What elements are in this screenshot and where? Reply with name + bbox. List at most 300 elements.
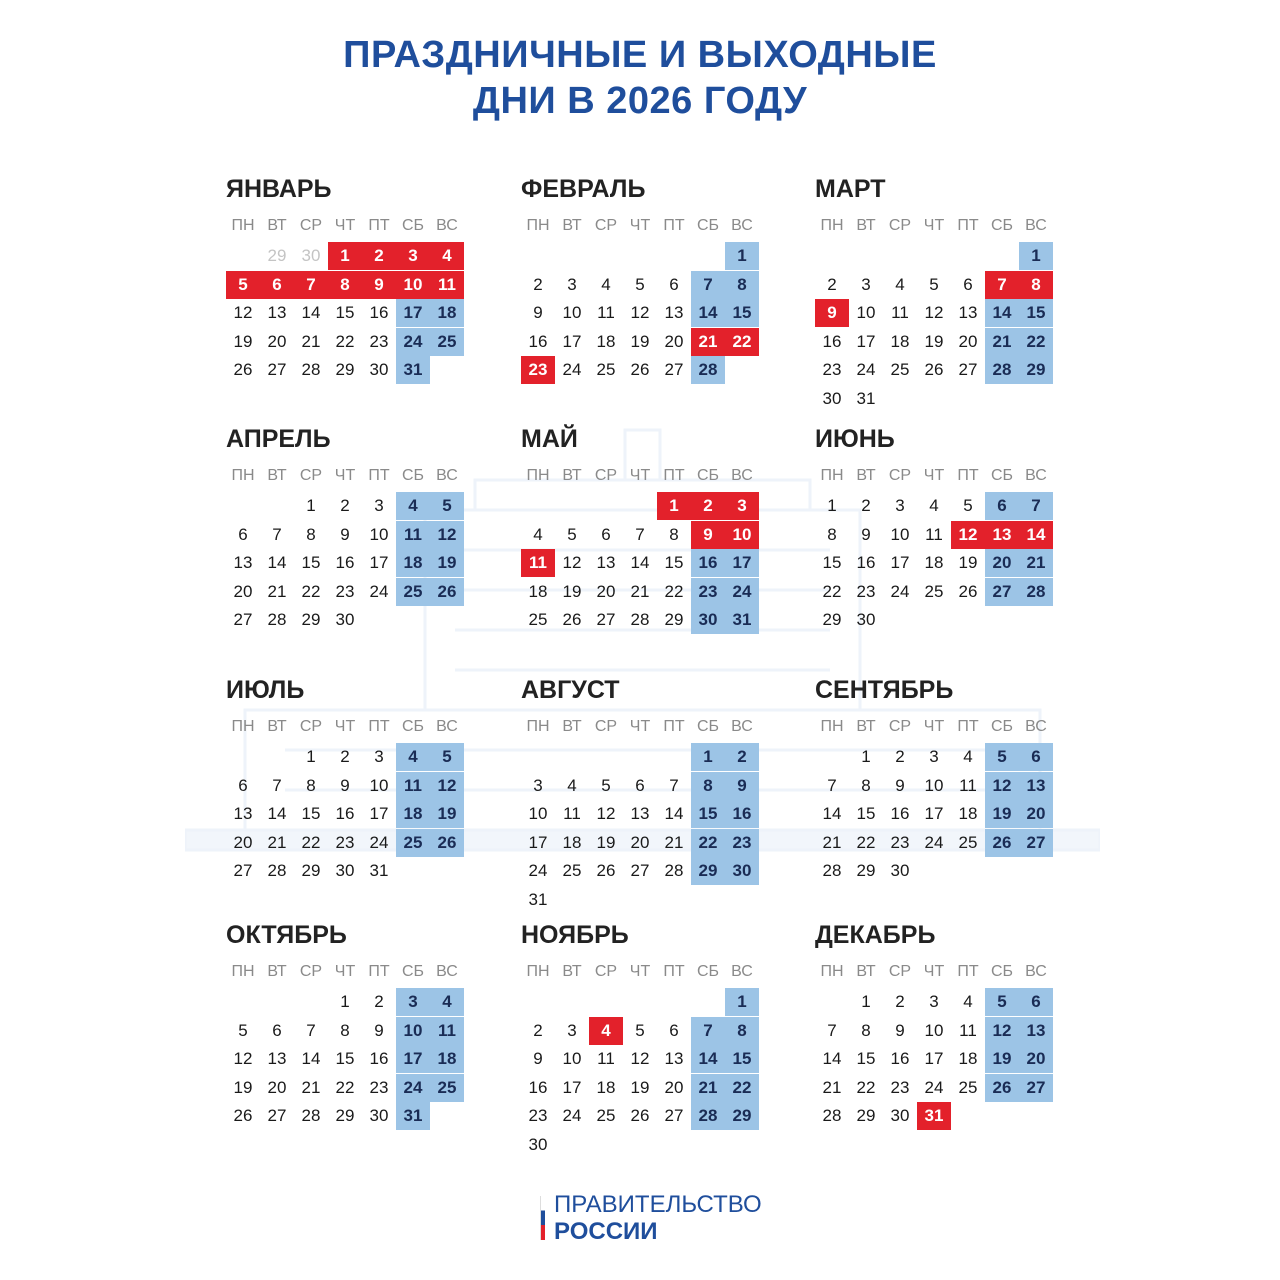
day-cell: 28 [267, 610, 287, 629]
prev-month-day: 29 [267, 246, 287, 265]
weekend-day-cell: 24 [396, 328, 430, 356]
day-cell: 12 [233, 1049, 253, 1068]
day-cell: 8 [306, 775, 316, 795]
day-cell: 2 [340, 747, 350, 766]
logo-line-2: РОССИИ [554, 1218, 658, 1245]
weekday-header: СБ [990, 963, 1014, 980]
weekend-day-cell: 1 [725, 242, 759, 270]
weekend-day-cell: 15 [1019, 299, 1053, 327]
day-cell: 14 [664, 804, 684, 823]
day-cell: 4 [533, 524, 543, 544]
weekday-header: СБ [696, 467, 720, 484]
weekend-day-cell: 31 [396, 1102, 430, 1130]
weekday-header: ВС [436, 467, 458, 484]
day-cell: 27 [267, 360, 287, 379]
weekend-day-cell: 14 [691, 299, 725, 327]
weekend-day-cell: 31 [725, 606, 759, 634]
day-cell: 24 [924, 1077, 944, 1097]
weekday-header: СР [888, 217, 912, 234]
day-cell: 15 [301, 553, 321, 572]
day-cell: 3 [533, 775, 543, 795]
day-cell: 9 [533, 303, 543, 322]
weekend-day-cell: 18 [430, 1045, 464, 1073]
weekend-day-cell: 12 [430, 521, 464, 549]
day-cell: 13 [958, 303, 978, 322]
day-cell: 1 [306, 747, 316, 766]
day-cell: 8 [861, 1020, 871, 1040]
weekend-day-cell: 28 [1019, 578, 1053, 606]
day-cell: 30 [528, 1134, 548, 1154]
weekend-day-cell: 13 [1019, 772, 1053, 800]
day-cell: 19 [233, 331, 253, 351]
weekend-day-cell: 5 [985, 988, 1019, 1016]
day-cell: 26 [958, 581, 978, 601]
weekday-header: ВС [436, 217, 458, 234]
day-cell: 24 [369, 832, 389, 852]
weekday-header: СР [299, 467, 323, 484]
weekend-day-cell: 8 [725, 1017, 759, 1045]
weekday-header: ПТ [368, 217, 390, 234]
weekday-header: ВС [1025, 963, 1047, 980]
weekday-header: ПТ [368, 963, 390, 980]
holiday-day-cell: 9 [815, 299, 849, 327]
day-cell: 8 [306, 524, 316, 544]
day-cell: 28 [301, 1106, 321, 1125]
weekend-day-cell: 8 [725, 271, 759, 299]
weekend-day-cell: 19 [985, 1045, 1019, 1073]
weekend-day-cell: 2 [725, 743, 759, 771]
day-cell: 1 [827, 496, 837, 515]
holiday-day-cell: 22 [725, 328, 759, 356]
holiday-day-cell: 9 [362, 271, 396, 299]
day-cell: 20 [630, 832, 650, 852]
day-cell: 14 [301, 303, 321, 322]
holiday-day-cell: 10 [725, 521, 759, 549]
day-cell: 5 [929, 274, 939, 294]
day-cell: 26 [630, 1106, 650, 1125]
weekday-header: ПН [820, 963, 844, 980]
day-cell: 24 [562, 1106, 582, 1125]
day-cell: 23 [369, 331, 389, 351]
day-cell: 10 [562, 303, 582, 322]
weekday-header: ВТ [856, 718, 876, 735]
weekday-header: ВТ [562, 718, 582, 735]
day-cell: 22 [822, 581, 842, 601]
day-cell: 17 [562, 331, 582, 351]
day-cell: 11 [597, 1049, 615, 1068]
weekday-header: СБ [990, 718, 1014, 735]
day-cell: 3 [895, 496, 905, 515]
weekday-header: ПТ [368, 467, 390, 484]
day-cell: 26 [596, 861, 616, 880]
weekend-day-cell: 8 [691, 772, 725, 800]
weekend-day-cell: 26 [430, 578, 464, 606]
weekday-header: ЧТ [334, 217, 356, 234]
day-cell: 12 [630, 303, 650, 322]
day-cell: 17 [562, 1077, 582, 1097]
weekend-day-cell: 4 [430, 988, 464, 1016]
weekend-day-cell: 22 [725, 1074, 759, 1102]
weekend-day-cell: 19 [430, 549, 464, 577]
day-cell: 13 [596, 553, 616, 572]
day-cell: 4 [895, 274, 905, 294]
weekday-header: СБ [990, 467, 1014, 484]
day-cell: 15 [335, 1049, 355, 1068]
day-cell: 16 [369, 303, 389, 322]
day-cell: 16 [528, 331, 548, 351]
weekend-day-cell: 21 [1019, 549, 1053, 577]
weekday-header: СР [888, 467, 912, 484]
day-cell: 10 [856, 303, 876, 322]
day-cell: 30 [335, 861, 355, 880]
day-cell: 16 [369, 1049, 389, 1068]
weekend-day-cell: 1 [725, 988, 759, 1016]
day-cell: 9 [340, 524, 350, 544]
weekday-header: ВТ [562, 963, 582, 980]
title-line-2: ДНИ В 2026 ГОДУ [472, 80, 808, 122]
weekend-day-cell: 6 [1019, 743, 1053, 771]
day-cell: 7 [827, 1020, 837, 1040]
weekday-header: ЧТ [923, 963, 945, 980]
weekend-day-cell: 29 [691, 857, 725, 885]
holiday-day-cell: 2 [691, 492, 725, 520]
weekend-day-cell: 12 [985, 772, 1019, 800]
day-cell: 22 [301, 832, 321, 852]
day-cell: 26 [630, 360, 650, 379]
day-cell: 15 [856, 804, 876, 823]
weekday-header: ВС [1025, 467, 1047, 484]
weekend-day-cell: 7 [691, 271, 725, 299]
prev-month-day: 30 [301, 246, 321, 265]
day-cell: 9 [895, 1020, 905, 1040]
weekday-header: ЧТ [334, 718, 356, 735]
day-cell: 19 [924, 331, 944, 351]
day-cell: 27 [630, 861, 650, 880]
day-cell: 9 [861, 524, 871, 544]
weekend-day-cell: 10 [396, 1017, 430, 1045]
day-cell: 8 [861, 775, 871, 795]
day-cell: 14 [267, 553, 287, 572]
holiday-day-cell: 3 [725, 492, 759, 520]
day-cell: 31 [856, 388, 876, 408]
day-cell: 5 [635, 274, 645, 294]
day-cell: 11 [959, 775, 977, 795]
month-name: НОЯБРЬ [521, 921, 629, 949]
weekend-day-cell: 27 [985, 578, 1019, 606]
day-cell: 4 [929, 496, 939, 515]
day-cell: 21 [301, 331, 321, 351]
weekday-header: ПН [231, 467, 255, 484]
day-cell: 23 [335, 832, 355, 852]
day-cell: 28 [301, 360, 321, 379]
day-cell: 21 [664, 832, 684, 852]
weekend-day-cell: 30 [691, 606, 725, 634]
weekend-day-cell: 18 [396, 800, 430, 828]
day-cell: 20 [233, 581, 253, 601]
weekend-day-cell: 6 [985, 492, 1019, 520]
day-cell: 6 [669, 274, 679, 294]
day-cell: 3 [861, 274, 871, 294]
day-cell: 14 [822, 1049, 842, 1068]
weekday-header: ВТ [267, 217, 287, 234]
weekend-day-cell: 20 [985, 549, 1019, 577]
day-cell: 16 [335, 553, 355, 572]
month-name: ИЮНЬ [815, 425, 895, 453]
weekday-header: СБ [696, 217, 720, 234]
day-cell: 30 [335, 610, 355, 629]
day-cell: 28 [630, 610, 650, 629]
weekday-header: ПТ [663, 963, 685, 980]
weekday-header: СБ [401, 217, 425, 234]
weekday-header: ВТ [562, 217, 582, 234]
weekday-header: ПН [231, 963, 255, 980]
weekday-header: ПН [231, 217, 255, 234]
day-cell: 3 [567, 1020, 577, 1040]
day-cell: 1 [340, 992, 350, 1011]
weekday-header: ЧТ [629, 217, 651, 234]
day-cell: 24 [562, 360, 582, 379]
day-cell: 30 [369, 1106, 389, 1125]
day-cell: 22 [335, 331, 355, 351]
weekday-header: ПТ [957, 467, 979, 484]
weekday-header: ПТ [957, 963, 979, 980]
weekend-day-cell: 5 [430, 743, 464, 771]
holiday-day-cell: 10 [396, 271, 430, 299]
day-cell: 24 [528, 861, 548, 880]
day-cell: 12 [562, 553, 582, 572]
day-cell: 16 [822, 331, 842, 351]
day-cell: 10 [528, 804, 548, 823]
weekday-header: ЧТ [334, 467, 356, 484]
day-cell: 13 [233, 553, 253, 572]
day-cell: 29 [301, 610, 321, 629]
day-cell: 7 [635, 524, 645, 544]
day-cell: 22 [856, 832, 876, 852]
day-cell: 11 [959, 1020, 977, 1040]
weekday-header: СБ [990, 217, 1014, 234]
weekend-day-cell: 31 [396, 356, 430, 384]
day-cell: 10 [924, 1020, 944, 1040]
day-cell: 30 [856, 610, 876, 629]
month-name: ДЕКАБРЬ [815, 921, 936, 949]
day-cell: 26 [924, 360, 944, 379]
weekend-day-cell: 1 [691, 743, 725, 771]
day-cell: 25 [596, 360, 616, 379]
day-cell: 2 [861, 496, 871, 515]
day-cell: 29 [822, 610, 842, 629]
day-cell: 13 [233, 804, 253, 823]
day-cell: 24 [856, 360, 876, 379]
weekend-day-cell: 22 [1019, 328, 1053, 356]
day-cell: 25 [528, 610, 548, 629]
day-cell: 27 [596, 610, 616, 629]
day-cell: 2 [340, 496, 350, 515]
day-cell: 4 [963, 992, 973, 1011]
day-cell: 27 [664, 360, 684, 379]
weekday-header: СР [594, 467, 618, 484]
day-cell: 31 [528, 889, 548, 909]
day-cell: 23 [369, 1077, 389, 1097]
weekend-day-cell: 9 [725, 772, 759, 800]
weekday-header: ЧТ [629, 718, 651, 735]
weekend-day-cell: 29 [725, 1102, 759, 1130]
weekend-day-cell: 28 [985, 356, 1019, 384]
day-cell: 22 [856, 1077, 876, 1097]
weekday-header: ПН [526, 963, 550, 980]
day-cell: 23 [856, 581, 876, 601]
weekday-header: СР [594, 718, 618, 735]
weekend-day-cell: 14 [985, 299, 1019, 327]
weekend-day-cell: 15 [725, 1045, 759, 1073]
weekend-day-cell: 24 [725, 578, 759, 606]
weekday-header: ЧТ [923, 718, 945, 735]
day-cell: 2 [895, 747, 905, 766]
day-cell: 17 [369, 553, 389, 572]
month-name: ИЮЛЬ [226, 676, 305, 704]
day-cell: 27 [233, 610, 253, 629]
day-cell: 20 [958, 331, 978, 351]
weekday-header: ЧТ [629, 467, 651, 484]
day-cell: 18 [924, 553, 944, 572]
month-name: СЕНТЯБРЬ [815, 676, 954, 704]
day-cell: 25 [562, 861, 582, 880]
day-cell: 28 [664, 861, 684, 880]
day-cell: 17 [528, 832, 548, 852]
weekday-header: ВТ [267, 718, 287, 735]
day-cell: 27 [267, 1106, 287, 1125]
day-cell: 1 [861, 992, 871, 1011]
day-cell: 9 [340, 775, 350, 795]
holiday-day-cell: 21 [691, 328, 725, 356]
holiday-day-cell: 1 [657, 492, 691, 520]
day-cell: 18 [890, 331, 910, 351]
weekend-day-cell: 18 [430, 299, 464, 327]
day-cell: 26 [233, 360, 253, 379]
weekday-header: СБ [401, 467, 425, 484]
weekend-day-cell: 17 [396, 299, 430, 327]
day-cell: 14 [630, 553, 650, 572]
weekend-day-cell: 28 [691, 356, 725, 384]
day-cell: 12 [924, 303, 944, 322]
weekend-day-cell: 21 [691, 1074, 725, 1102]
day-cell: 25 [924, 581, 944, 601]
month-name: ОКТЯБРЬ [226, 921, 347, 949]
holiday-day-cell: 7 [985, 271, 1019, 299]
day-cell: 6 [635, 775, 645, 795]
weekend-day-cell: 5 [430, 492, 464, 520]
day-cell: 21 [822, 1077, 842, 1097]
holiday-day-cell: 11 [430, 271, 464, 299]
logo-line-1: ПРАВИТЕЛЬСТВО [554, 1191, 762, 1218]
weekday-header: ЧТ [629, 963, 651, 980]
weekend-day-cell: 23 [725, 829, 759, 857]
holiday-day-cell: 8 [1019, 271, 1053, 299]
day-cell: 27 [958, 360, 978, 379]
day-cell: 6 [238, 775, 248, 795]
day-cell: 29 [856, 1106, 876, 1125]
weekday-header: СР [594, 963, 618, 980]
holiday-day-cell: 4 [430, 242, 464, 270]
day-cell: 6 [963, 274, 973, 294]
day-cell: 2 [533, 1020, 543, 1040]
day-cell: 12 [630, 1049, 650, 1068]
day-cell: 16 [890, 1049, 910, 1068]
weekend-day-cell: 12 [430, 772, 464, 800]
day-cell: 9 [895, 775, 905, 795]
day-cell: 10 [369, 524, 389, 544]
weekend-day-cell: 17 [725, 549, 759, 577]
day-cell: 2 [895, 992, 905, 1011]
weekend-day-cell: 16 [691, 549, 725, 577]
day-cell: 25 [890, 360, 910, 379]
weekend-day-cell: 25 [396, 829, 430, 857]
day-cell: 16 [335, 804, 355, 823]
weekend-day-cell: 20 [1019, 1045, 1053, 1073]
day-cell: 20 [596, 581, 616, 601]
day-cell: 20 [664, 331, 684, 351]
day-cell: 23 [890, 832, 910, 852]
weekday-header: ПН [526, 217, 550, 234]
weekend-day-cell: 6 [1019, 988, 1053, 1016]
day-cell: 29 [335, 1106, 355, 1125]
day-cell: 15 [301, 804, 321, 823]
weekday-header: ВС [731, 718, 753, 735]
day-cell: 2 [827, 274, 837, 294]
day-cell: 14 [301, 1049, 321, 1068]
day-cell: 13 [267, 303, 287, 322]
weekday-header: СБ [401, 963, 425, 980]
weekend-day-cell: 25 [430, 1074, 464, 1102]
day-cell: 16 [890, 804, 910, 823]
weekend-day-cell: 23 [691, 578, 725, 606]
weekend-day-cell: 16 [725, 800, 759, 828]
weekend-day-cell: 17 [396, 1045, 430, 1073]
month-name: АВГУСТ [521, 676, 620, 704]
day-cell: 8 [669, 524, 679, 544]
day-cell: 12 [233, 303, 253, 322]
day-cell: 15 [856, 1049, 876, 1068]
day-cell: 3 [567, 274, 577, 294]
day-cell: 29 [856, 861, 876, 880]
day-cell: 21 [822, 832, 842, 852]
weekend-day-cell: 20 [1019, 800, 1053, 828]
day-cell: 8 [340, 1020, 350, 1040]
day-cell: 3 [929, 747, 939, 766]
weekday-header: ПТ [663, 718, 685, 735]
weekend-day-cell: 27 [1019, 1074, 1053, 1102]
weekend-day-cell: 13 [1019, 1017, 1053, 1045]
weekday-header: ПН [526, 467, 550, 484]
weekend-day-cell: 7 [691, 1017, 725, 1045]
day-cell: 18 [528, 581, 548, 601]
weekday-header: ВТ [562, 467, 582, 484]
flag-icon [540, 1196, 545, 1240]
day-cell: 19 [233, 1077, 253, 1097]
weekday-header: ВС [1025, 217, 1047, 234]
holiday-day-cell: 5 [226, 271, 260, 299]
day-cell: 24 [890, 581, 910, 601]
holiday-day-cell: 23 [521, 356, 555, 384]
day-cell: 17 [856, 331, 876, 351]
day-cell: 31 [369, 861, 389, 880]
page-title [0, 32, 1280, 124]
holiday-day-cell: 2 [362, 242, 396, 270]
weekday-header: ВТ [267, 963, 287, 980]
weekday-header: ПН [820, 217, 844, 234]
weekend-day-cell: 11 [430, 1017, 464, 1045]
day-cell: 14 [822, 804, 842, 823]
day-cell: 5 [238, 1020, 248, 1040]
